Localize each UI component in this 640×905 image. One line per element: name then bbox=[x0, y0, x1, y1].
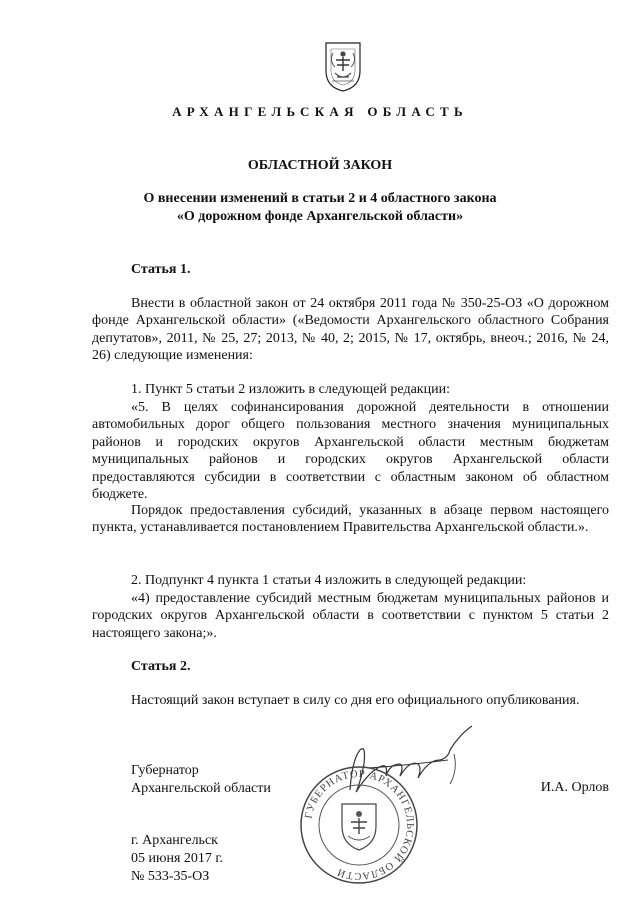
article-1-intro: Внести в областной закон от 24 октября 2011 года № 350-25-ОЗ «О дорожном фонде Архангельской области» («Ведомости Архангельского областного Собрания депутатов», 2011, № 25, 27; 2013, № 40, 2; 2015, № 17, октябрь, внеоч.; 2016, № 24, 26) следующие изменения: bbox=[92, 296, 609, 364]
footer-date: 05 июня 2017 г. bbox=[131, 851, 224, 866]
article-2-text: Настоящий закон вступает в силу со дня его официального опубликования. bbox=[131, 693, 580, 708]
governor-name: И.А. Орлов bbox=[540, 780, 609, 795]
footer-city: г. Архангельск bbox=[131, 833, 218, 848]
region-title: АРХАНГЕЛЬСКАЯ ОБЛАСТЬ bbox=[172, 104, 468, 119]
arkhangelsk-coat-of-arms-icon bbox=[323, 41, 363, 93]
article-1-heading: Статья 1. bbox=[131, 262, 191, 277]
law-type-heading: ОБЛАСТНОЙ ЗАКОН bbox=[247, 158, 393, 173]
article-1-item-2-text: «4) предоставление субсидий местным бюджетам муниципальных районов и городских округов Архангельской области в соответствии с пунктом 5 статьи 2 настоящего закона;». bbox=[92, 591, 609, 641]
article-1-item-2: 2. Подпункт 4 пункта 1 статьи 4 изложить в следующей редакции: bbox=[131, 573, 527, 588]
seal-text: ГУБЕРНАТОР АРХАНГЕЛЬСКОЙ ОБЛАСТИ bbox=[303, 768, 416, 882]
seal-emblem-icon bbox=[342, 804, 376, 850]
governor-position-line-2: Архангельской области bbox=[131, 781, 271, 796]
footer-number: № 533-35-ОЗ bbox=[131, 869, 210, 884]
article-1-item-1: 1. Пункт 5 статьи 2 изложить в следующей редакции: bbox=[131, 382, 450, 397]
article-2-heading: Статья 2. bbox=[131, 659, 191, 674]
law-title-line-2: «О дорожном фонде Архангельской области» bbox=[176, 209, 464, 224]
article-1-item-1-text-1: «5. В целях софинансирования дорожной деятельности в отношении автомобильных дорог общего пользования местного значения муниципальных районов и городских округов Архангельской области местным бюджетам муниципальных районов и городских округов Архангельской области предоставляются субсидии в соответствии с областным законом об областном бюджете. bbox=[92, 400, 609, 503]
document-footer bbox=[131, 832, 223, 886]
governor-position bbox=[131, 762, 271, 798]
law-title bbox=[0, 190, 640, 226]
official-seal bbox=[298, 764, 420, 886]
article-1-item-1-text-2: Порядок предоставления субсидий, указанных в абзаце первом настоящего пункта, устанавливается постановлением Правительства Архангельской области.». bbox=[92, 503, 609, 536]
governor-position-line-1: Губернатор bbox=[131, 763, 199, 778]
law-title-line-1: О внесении изменений в статьи 2 и 4 областного закона bbox=[143, 191, 497, 206]
